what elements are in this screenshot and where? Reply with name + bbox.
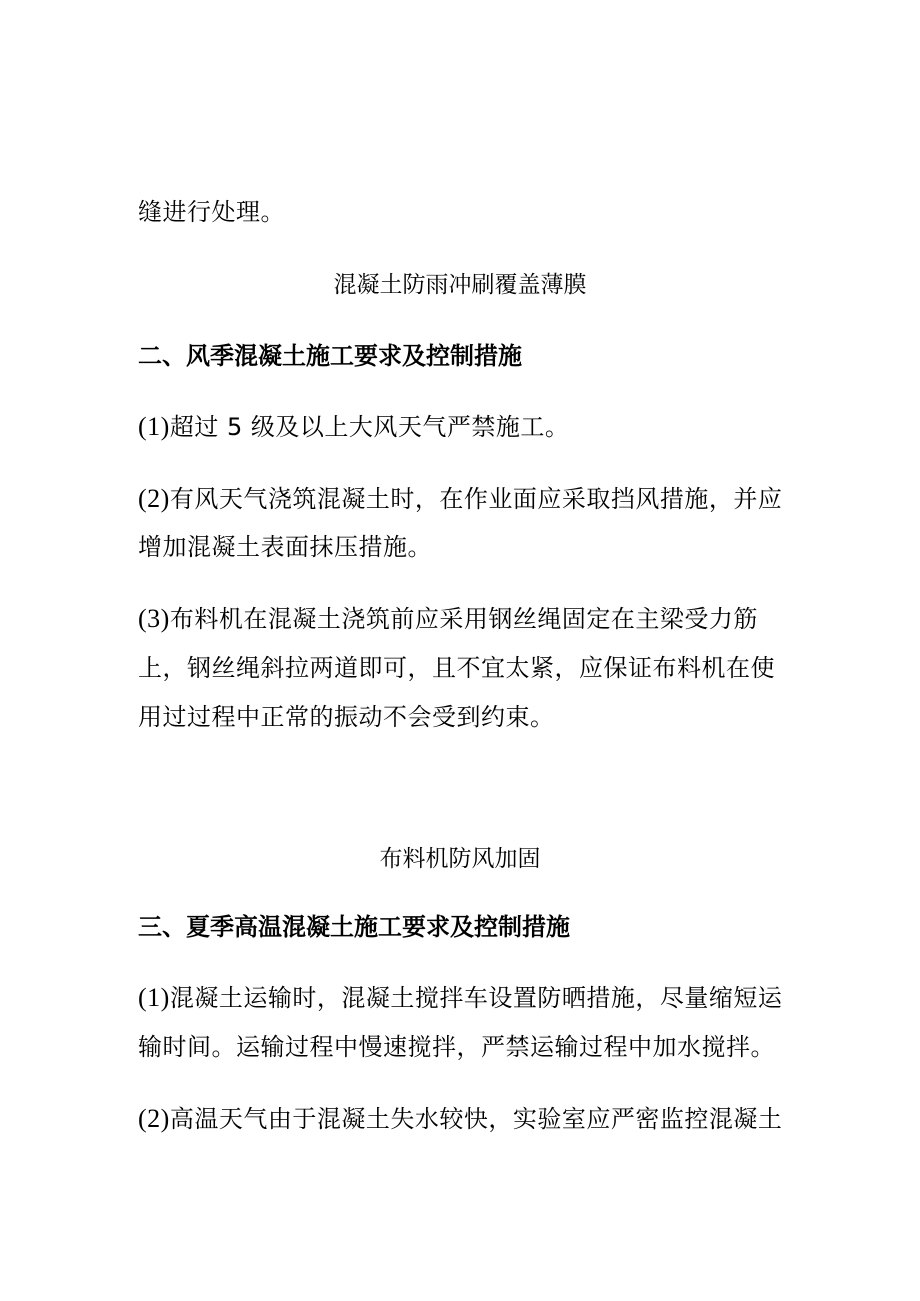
item-marker: (2) bbox=[138, 1104, 170, 1133]
list-item-2-2 bbox=[138, 482, 798, 516]
paragraph-fragment: 缝进行处理。 bbox=[138, 198, 285, 226]
list-item-3-2 bbox=[138, 1102, 798, 1136]
item-marker: (2) bbox=[138, 484, 170, 513]
item-text: 布料机在混凝土浇筑前应采用钢丝绳固定在主梁受力筋 bbox=[169, 605, 758, 633]
item-marker: (1) bbox=[138, 983, 170, 1012]
list-item-3-1 bbox=[138, 981, 798, 1015]
list-item-2-2-cont: 增加混凝土表面抹压措施。 bbox=[138, 533, 432, 561]
list-item-3-1-cont: 输时间。运输过程中慢速搅拌，严禁运输过程中加水搅拌。 bbox=[138, 1033, 775, 1061]
figure-caption-wind: 布料机防风加固 bbox=[379, 846, 541, 872]
item-text: 高温天气由于混凝土失水较快，实验室应严密监控混凝土 bbox=[169, 1105, 783, 1133]
list-item-2-3 bbox=[138, 602, 798, 636]
section-heading-2: 二、风季混凝土施工要求及控制措施 bbox=[138, 342, 522, 370]
item-text: 超过 5 级及以上大风天气严禁施工。 bbox=[169, 413, 570, 441]
item-text: 有风天气浇筑混凝土时，在作业面应采取挡风措施，并应 bbox=[169, 485, 783, 513]
list-item-2-3-cont2: 用过过程中正常的振动不会受到约束。 bbox=[138, 703, 555, 731]
section-heading-3: 三、夏季高温混凝土施工要求及控制措施 bbox=[138, 913, 570, 941]
figure-caption-rain: 混凝土防雨冲刷覆盖薄膜 bbox=[333, 272, 587, 298]
list-item-2-1 bbox=[138, 410, 798, 444]
item-text: 混凝土运输时，混凝土搅拌车设置防晒措施，尽量缩短运 bbox=[169, 984, 783, 1012]
list-item-2-3-cont1: 上，钢丝绳斜拉两道即可，且不宜太紧，应保证布料机在使 bbox=[138, 654, 775, 682]
item-marker: (3) bbox=[138, 604, 170, 633]
item-marker: (1) bbox=[138, 412, 170, 441]
